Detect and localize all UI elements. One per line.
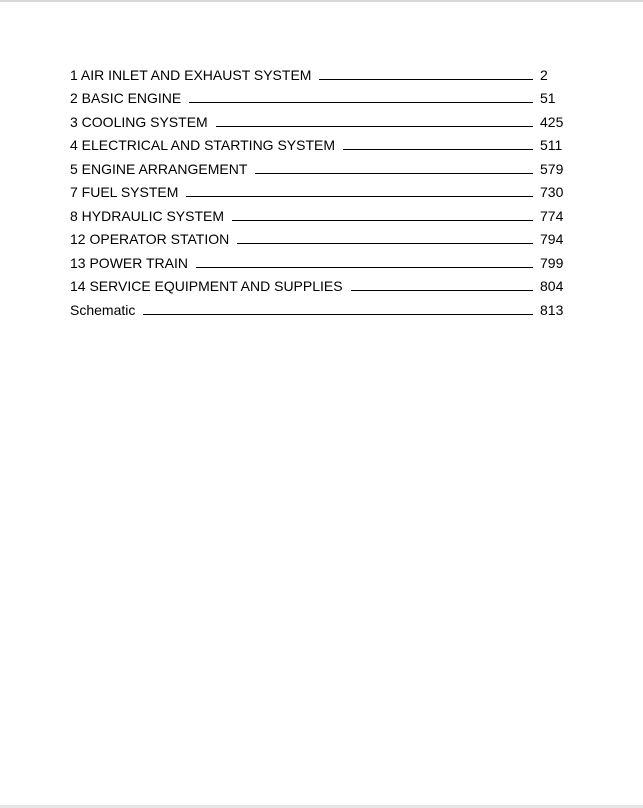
toc-entry-page: 51 bbox=[540, 90, 556, 106]
toc-leader-line bbox=[343, 149, 533, 150]
toc-entry-title: Schematic bbox=[70, 301, 136, 318]
toc-leader-line bbox=[351, 290, 533, 291]
toc-entry[interactable] bbox=[70, 178, 564, 202]
toc-entry-title: 13 POWER TRAIN bbox=[70, 254, 188, 271]
toc-entry[interactable] bbox=[70, 225, 564, 249]
toc-entry-title: 8 HYDRAULIC SYSTEM bbox=[70, 207, 225, 224]
toc-entry-title: 12 OPERATOR STATION bbox=[70, 231, 230, 247]
toc-entry-title: 14 SERVICE EQUIPMENT AND SUPPLIES bbox=[70, 278, 343, 294]
toc-entry-title: 4 ELECTRICAL AND STARTING SYSTEM bbox=[70, 137, 336, 153]
toc-leader-line bbox=[196, 267, 533, 268]
toc-entry-title: 7 FUEL SYSTEM bbox=[70, 184, 179, 200]
toc-entry-page: 774 bbox=[540, 207, 564, 224]
toc-entry-page: 813 bbox=[540, 301, 564, 318]
toc-entry[interactable] bbox=[70, 107, 564, 131]
document-page bbox=[0, 2, 643, 805]
toc-entry-title: 1 AIR INLET AND EXHAUST SYSTEM bbox=[70, 66, 312, 83]
toc-leader-line bbox=[232, 220, 533, 221]
toc-entry-title: 5 ENGINE ARRANGEMENT bbox=[70, 160, 248, 177]
toc-leader-line bbox=[143, 314, 533, 315]
toc-entry[interactable] bbox=[70, 272, 564, 296]
toc-leader-line bbox=[216, 126, 533, 127]
toc-entry-page: 511 bbox=[540, 137, 563, 153]
toc-entry[interactable] bbox=[70, 154, 564, 178]
toc-entry[interactable] bbox=[70, 248, 564, 272]
toc-entry[interactable] bbox=[70, 84, 564, 108]
toc-entry-page: 794 bbox=[540, 231, 564, 247]
toc-entry-page: 804 bbox=[540, 278, 564, 294]
toc-entry[interactable] bbox=[70, 131, 564, 155]
toc-entry-page: 799 bbox=[540, 254, 564, 271]
toc-entry[interactable] bbox=[70, 201, 564, 225]
toc-entry-title: 2 BASIC ENGINE bbox=[70, 90, 182, 106]
toc-entry[interactable] bbox=[70, 60, 564, 84]
toc-leader-line bbox=[189, 102, 533, 103]
toc-entry-page: 425 bbox=[540, 113, 564, 130]
toc-entry-page: 579 bbox=[540, 160, 564, 177]
toc-entry-page: 730 bbox=[540, 184, 564, 200]
table-of-contents bbox=[70, 60, 564, 319]
toc-entry[interactable] bbox=[70, 295, 564, 319]
toc-leader-line bbox=[255, 173, 533, 174]
toc-leader-line bbox=[237, 243, 533, 244]
toc-leader-line bbox=[186, 196, 533, 197]
toc-entry-title: 3 COOLING SYSTEM bbox=[70, 113, 208, 130]
toc-entry-page: 2 bbox=[540, 66, 548, 83]
toc-leader-line bbox=[319, 79, 533, 80]
